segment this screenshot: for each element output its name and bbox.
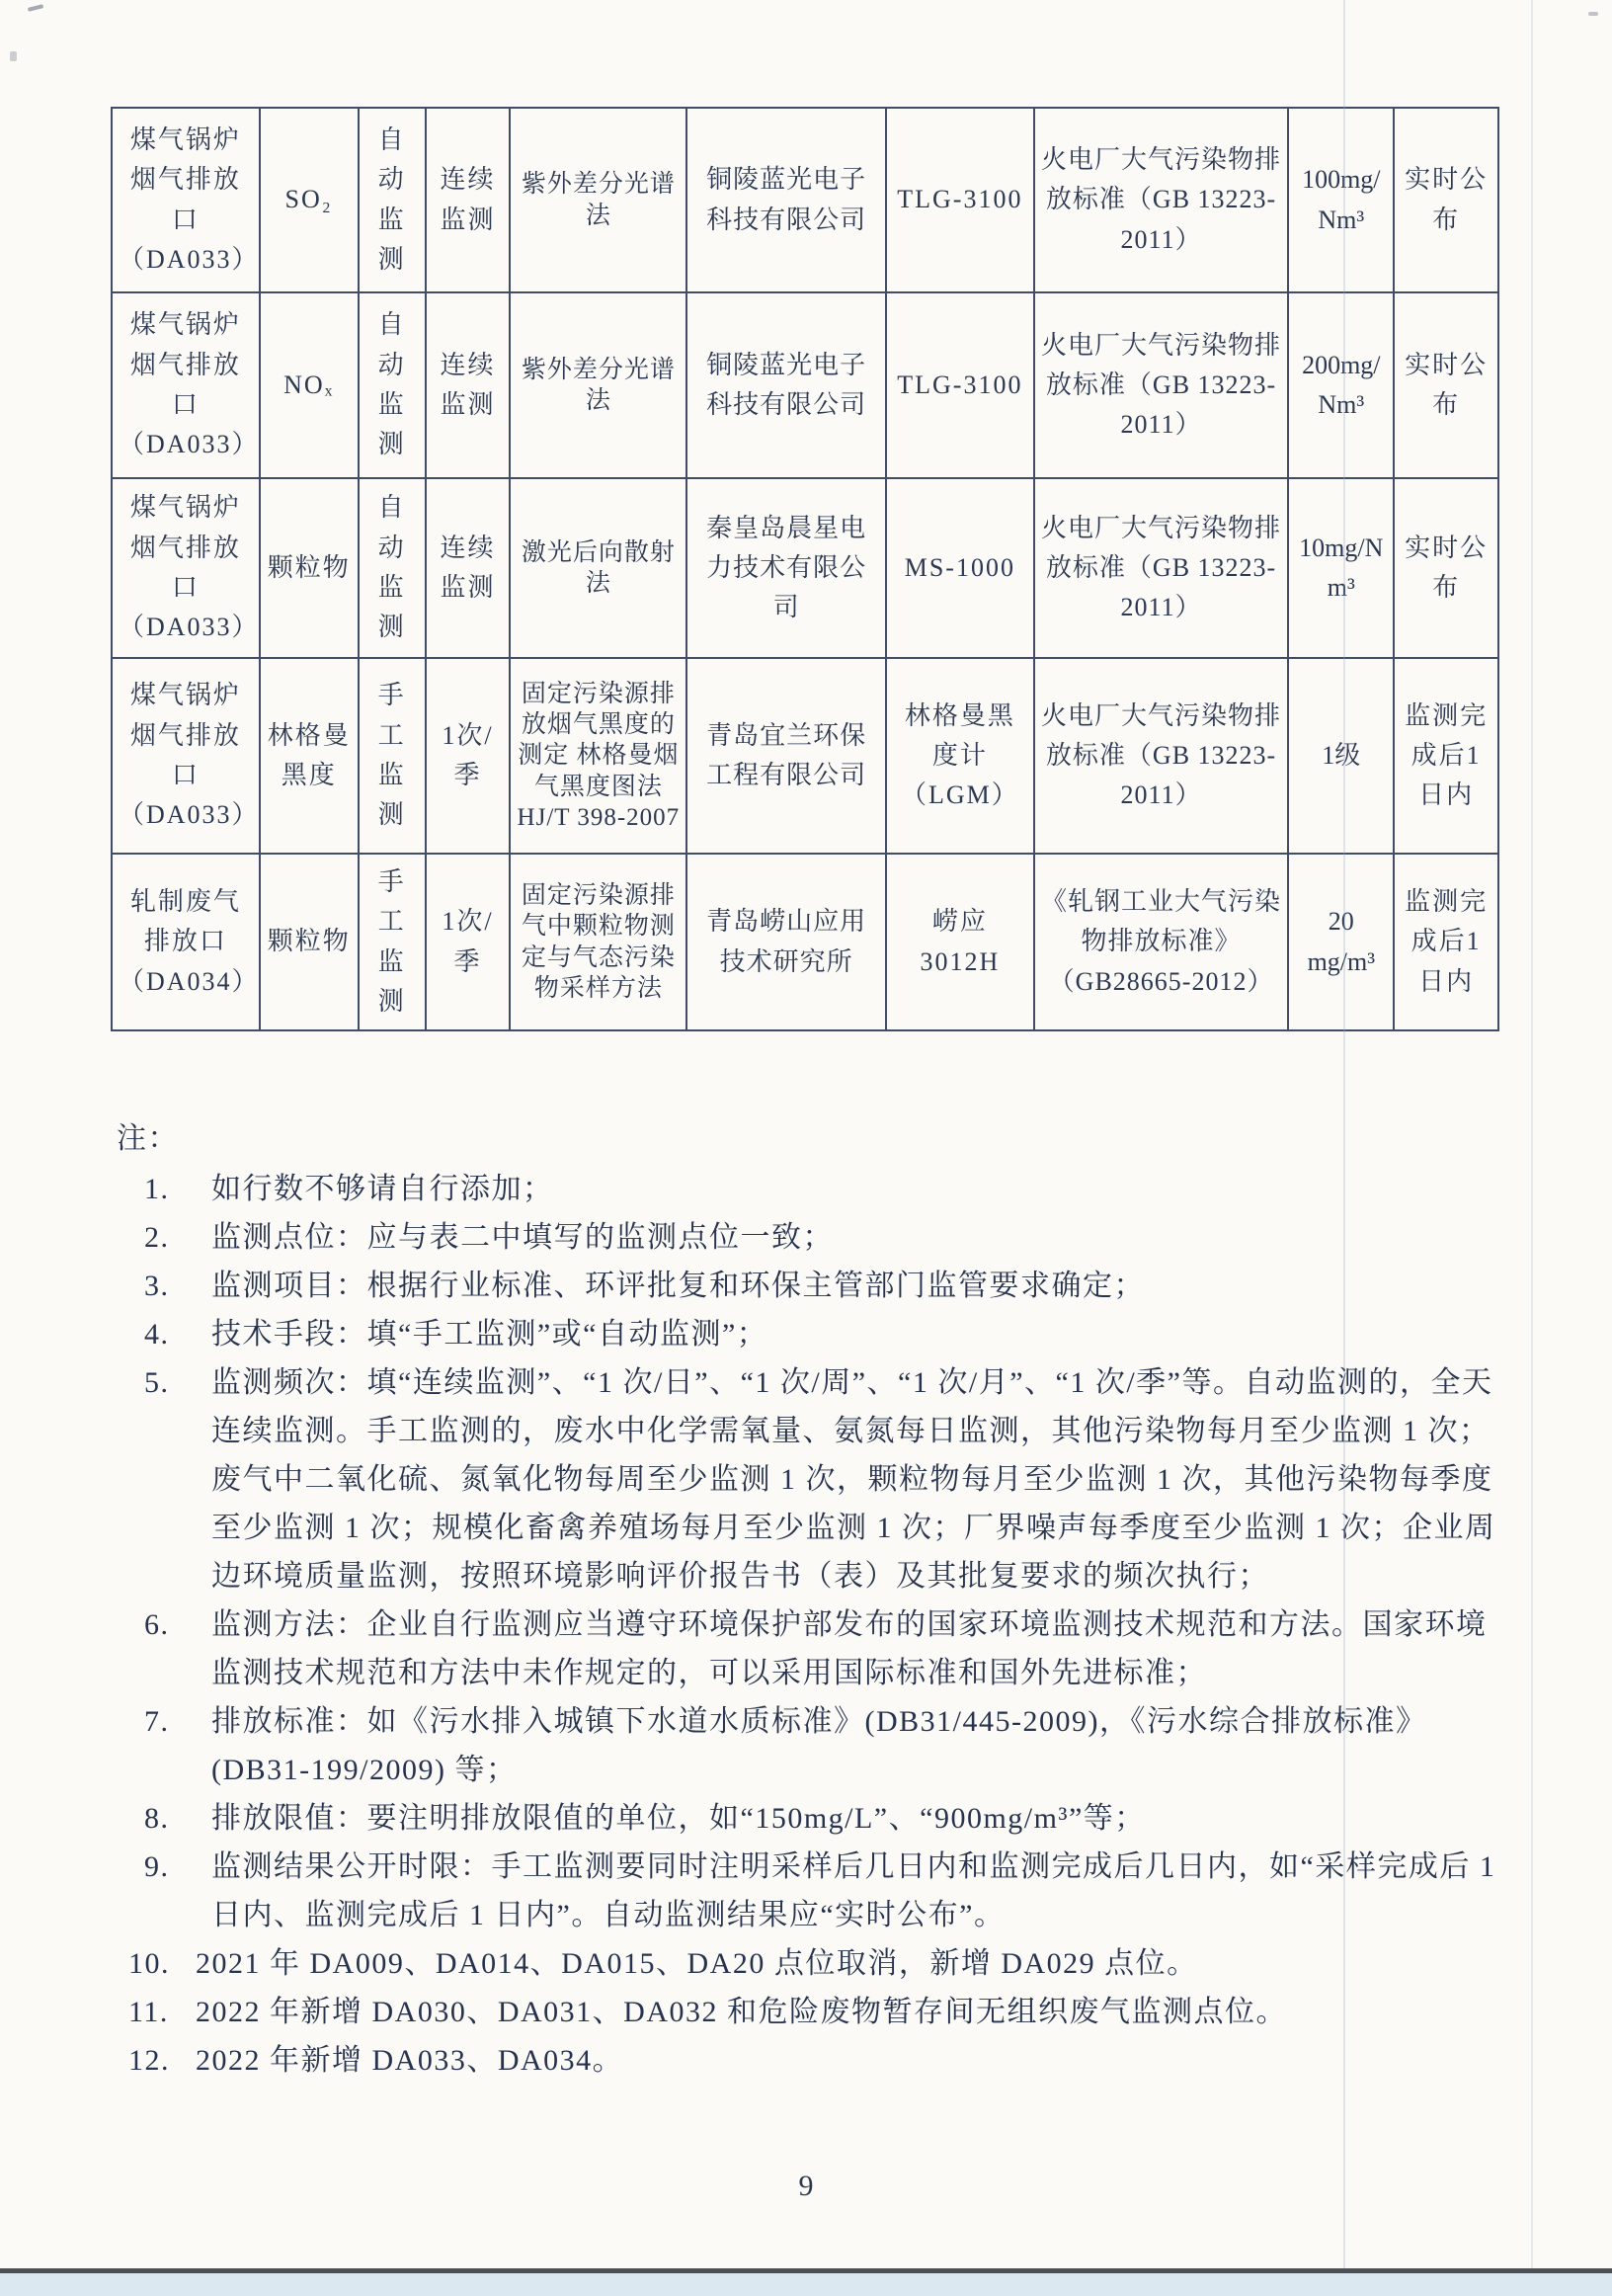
emission-standard-cell: 《轧钢工业大气污染物排放标准》（GB28665-2012） xyxy=(1034,854,1289,1030)
instrument-maker-cell: 秦皇岛晨星电力技术有限公司 xyxy=(686,478,886,658)
monitor-point-cell: 轧制废气排放口（DA034） xyxy=(112,854,260,1030)
emission-standard-cell: 火电厂大气污染物排放标准（GB 13223-2011） xyxy=(1034,658,1289,854)
note-number: 9. xyxy=(144,1850,170,1883)
instrument-model-cell: 崂应 3012H xyxy=(886,854,1034,1030)
instrument-model-cell: 林格曼黑度计（LGM） xyxy=(886,658,1034,854)
note-text: 监测项目：根据行业标准、环评批复和环保主管部门监管要求确定； xyxy=(211,1270,1145,1302)
note-item xyxy=(128,1939,1501,1988)
monitor-point-cell: 煤气锅炉烟气排放口（DA033） xyxy=(112,292,260,478)
publish-time-cell: 实时公布 xyxy=(1394,108,1498,292)
scan-artifact-line xyxy=(1531,0,1533,2268)
publish-time-cell: 实时公布 xyxy=(1394,292,1498,478)
tech-type-cell: 手工监测 xyxy=(359,658,426,854)
note-number: 8. xyxy=(144,1802,170,1835)
emission-limit-cell: 10mg/Nm³ xyxy=(1288,478,1394,658)
scan-artifact-line xyxy=(1343,0,1345,2268)
analysis-method-cell: 紫外差分光谱法 xyxy=(510,292,686,478)
frequency-cell: 连续监测 xyxy=(426,292,511,478)
note-item xyxy=(144,1358,1501,1600)
pollutant-cell: 林格曼黑度 xyxy=(260,658,359,854)
emission-limit-cell: 200mg/Nm³ xyxy=(1288,292,1394,478)
monitoring-table xyxy=(111,107,1499,1031)
instrument-maker-cell: 铜陵蓝光电子科技有限公司 xyxy=(686,108,886,292)
instrument-model-cell: MS-1000 xyxy=(886,478,1034,658)
publish-time-cell: 实时公布 xyxy=(1394,478,1498,658)
note-item xyxy=(144,1262,1501,1310)
table-row xyxy=(112,292,1498,478)
note-item xyxy=(144,1310,1501,1358)
note-number: 2. xyxy=(144,1221,170,1254)
note-text: 2022 年新增 DA030、DA031、DA032 和危险废物暂存间无组织废气监测点位。 xyxy=(196,1996,1287,2028)
frequency-cell: 1次/季 xyxy=(426,658,511,854)
pollutant-cell: 颗粒物 xyxy=(260,854,359,1030)
note-number: 4. xyxy=(144,1318,170,1351)
analysis-method-cell: 紫外差分光谱法 xyxy=(510,108,686,292)
instrument-maker-cell: 青岛宜兰环保工程有限公司 xyxy=(686,658,886,854)
table-row xyxy=(112,658,1498,854)
note-number: 7. xyxy=(144,1705,170,1738)
monitor-point-cell: 煤气锅炉烟气排放口（DA033） xyxy=(112,108,260,292)
publish-time-cell: 监测完成后1日内 xyxy=(1394,854,1498,1030)
note-text: 监测方法：企业自行监测应当遵守环境保护部发布的国家环境监测技术规范和方法。国家环境监测技术规范和方法中未作规定的，可以采用国际标准和国外先进标准； xyxy=(211,1608,1488,1689)
note-item xyxy=(144,1600,1501,1697)
note-text: 排放限值：要注明排放限值的单位，如“150mg/L”、“900mg/m³”等； xyxy=(211,1802,1146,1835)
emission-limit-cell: 100mg/Nm³ xyxy=(1288,108,1394,292)
table-row xyxy=(112,478,1498,658)
emission-standard-cell: 火电厂大气污染物排放标准（GB 13223-2011） xyxy=(1034,292,1289,478)
note-item xyxy=(128,1988,1501,2036)
emission-limit-cell: 1级 xyxy=(1288,658,1394,854)
note-item xyxy=(144,1794,1501,1843)
tech-type-cell: 手工监测 xyxy=(359,854,426,1030)
note-number: 1. xyxy=(144,1173,170,1205)
note-number: 12. xyxy=(128,2044,170,2077)
instrument-maker-cell: 铜陵蓝光电子科技有限公司 xyxy=(686,292,886,478)
frequency-cell: 连续监测 xyxy=(426,108,511,292)
note-item xyxy=(144,1697,1501,1794)
table-row xyxy=(112,108,1498,292)
frequency-cell: 1次/季 xyxy=(426,854,511,1030)
frequency-cell: 连续监测 xyxy=(426,478,511,658)
tech-type-cell: 自动监测 xyxy=(359,478,426,658)
note-number: 3. xyxy=(144,1270,170,1302)
instrument-model-cell: TLG-3100 xyxy=(886,108,1034,292)
scan-speck xyxy=(10,51,17,61)
note-text: 2021 年 DA009、DA014、DA015、DA20 点位取消，新增 DA029 点位。 xyxy=(196,1947,1198,1980)
note-number: 10. xyxy=(128,1947,170,1980)
emission-standard-cell: 火电厂大气污染物排放标准（GB 13223-2011） xyxy=(1034,478,1289,658)
pollutant-cell: NOₓ xyxy=(260,292,359,478)
emission-limit-cell: 20 mg/m³ xyxy=(1288,854,1394,1030)
monitor-point-cell: 煤气锅炉烟气排放口（DA033） xyxy=(112,478,260,658)
instrument-model-cell: TLG-3100 xyxy=(886,292,1034,478)
page-number: 9 xyxy=(798,2170,814,2202)
notes-section xyxy=(117,1114,1501,2085)
note-text: 技术手段：填“手工监测”或“自动监测”； xyxy=(211,1318,768,1351)
note-text: 排放标准：如《污水排入城镇下水道水质标准》(DB31/445-2009)，《污水综合排放标准》(DB31-199/2009) 等； xyxy=(211,1705,1427,1786)
analysis-method-cell: 固定污染源排放烟气黑度的测定 林格曼烟气黑度图法 HJ/T 398-2007 xyxy=(510,658,686,854)
analysis-method-cell: 固定污染源排气中颗粒物测定与气态污染物采样方法 xyxy=(510,854,686,1030)
note-number: 11. xyxy=(128,1996,169,2028)
note-item xyxy=(144,1843,1501,1939)
note-number: 6. xyxy=(144,1608,170,1641)
analysis-method-cell: 激光后向散射法 xyxy=(510,478,686,658)
scan-bottom-strip xyxy=(0,2273,1612,2296)
note-text: 如行数不够请自行添加； xyxy=(211,1173,554,1205)
note-text: 监测点位：应与表二中填写的监测点位一致； xyxy=(211,1221,834,1254)
note-item xyxy=(128,2036,1501,2085)
scan-speck xyxy=(28,4,43,12)
emission-standard-cell: 火电厂大气污染物排放标准（GB 13223-2011） xyxy=(1034,108,1289,292)
tech-type-cell: 自动监测 xyxy=(359,292,426,478)
note-item xyxy=(144,1213,1501,1262)
table-row xyxy=(112,854,1498,1030)
note-text: 2022 年新增 DA033、DA034。 xyxy=(196,2044,624,2077)
pollutant-cell: 颗粒物 xyxy=(260,478,359,658)
note-text: 监测频次：填“连续监测”、“1 次/日”、“1 次/周”、“1 次/月”、“1 次/季”等。自动监测的，全天连续监测。手工监测的，废水中化学需氧量、氨氮每日监测，其他污染物每月至少监测 1 次；废气中二氧化硫、氮氧化物每周至少监测 1 次，颗粒物每月至少监测 1 次，其他污染物每季度至少监测 1 次；规模化畜禽养殖场每月至少监测 1 次；厂界噪声每季度至少监测 1 次；企业周边环境质量监测，按照环境影响评价报告书（表）及其批复要求的频次执行； xyxy=(211,1366,1496,1593)
monitor-point-cell: 煤气锅炉烟气排放口（DA033） xyxy=(112,658,260,854)
note-item xyxy=(144,1165,1501,1213)
note-number: 5. xyxy=(144,1366,170,1399)
publish-time-cell: 监测完成后1日内 xyxy=(1394,658,1498,854)
instrument-maker-cell: 青岛崂山应用技术研究所 xyxy=(686,854,886,1030)
tech-type-cell: 自动监测 xyxy=(359,108,426,292)
pollutant-cell: SO₂ xyxy=(260,108,359,292)
notes-heading: 注： xyxy=(117,1122,179,1155)
scan-speck xyxy=(1588,12,1598,16)
note-text: 监测结果公开时限：手工监测要同时注明采样后几日内和监测完成后几日内，如“采样完成后 1 日内、监测完成后 1 日内”。自动监测结果应“实时公布”。 xyxy=(211,1850,1496,1931)
